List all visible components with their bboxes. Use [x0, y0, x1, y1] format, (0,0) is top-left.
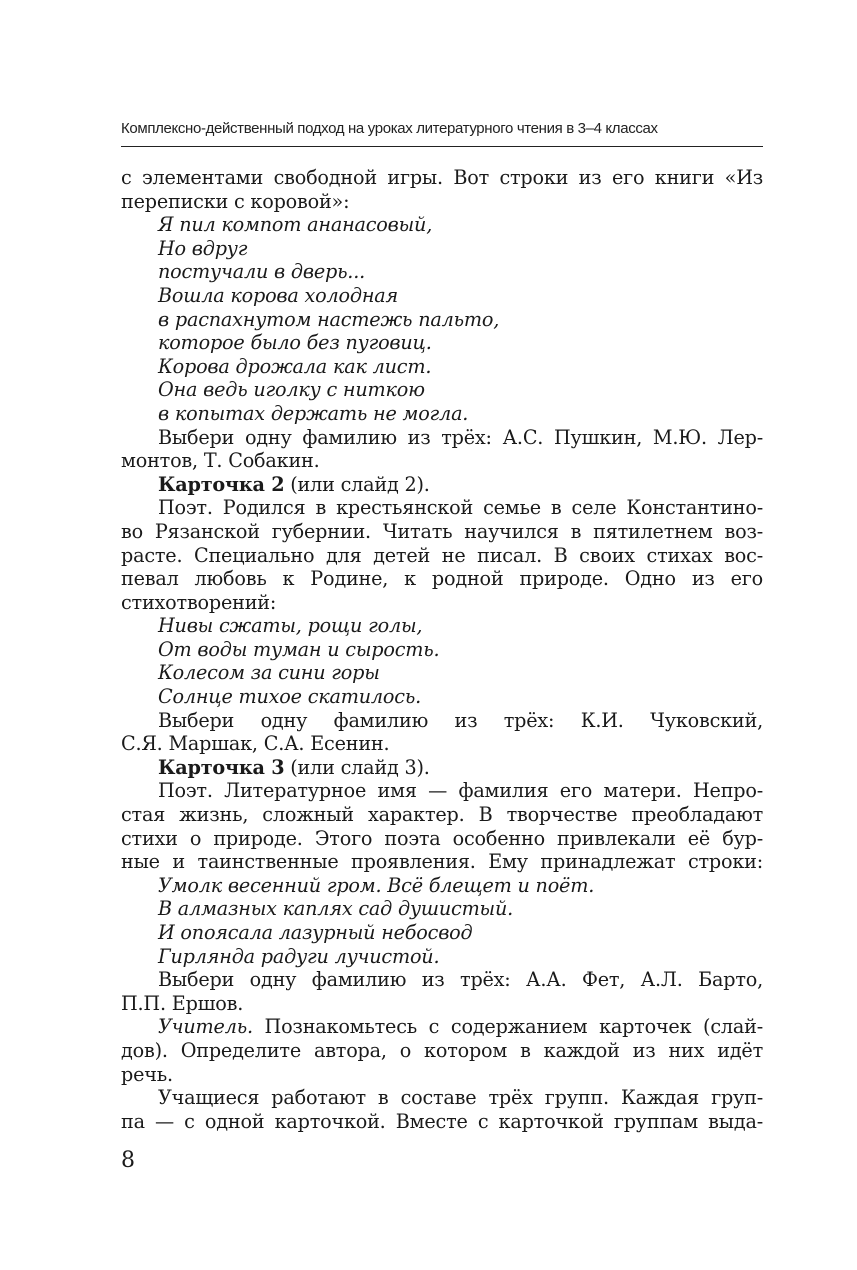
paragraph-line: Учащиеся работают в составе трёх групп. Каждая груп- [158, 1086, 763, 1110]
paragraph-line: стихотворений: [121, 590, 277, 614]
paragraph-line: Поэт. Литературное имя — фамилия его матери. Непро- [158, 779, 763, 803]
paragraph-line: стая жизнь, сложный характер. В творчестве преобладают [121, 803, 763, 827]
verse-line: в копытах держать не могла. [158, 401, 469, 425]
paragraph-line: Выбери одну фамилию из трёх: К.И. Чуковский, [158, 708, 763, 732]
card-heading [121, 473, 763, 497]
paragraph-line: па — с одной карточкой. Вместе с карточкой группам выда- [121, 1109, 763, 1133]
paragraph-line: монтов, Т. Собакин. [121, 449, 320, 473]
verse-line: Я пил компот ананасовый, [158, 213, 433, 237]
verse-line: В алмазных каплях сад душистый. [158, 897, 514, 921]
verse-line: И опоясала лазурный небосвод [158, 921, 473, 944]
main-text [121, 166, 763, 1133]
paragraph-line: переписки с коровой»: [121, 189, 350, 213]
verse-line: Вошла корова холодная [158, 283, 399, 307]
verse-line: От воды туман и сырость. [158, 637, 440, 661]
paragraph-line: ные и таинственные проявления. Ему принадлежат строки: [121, 850, 763, 874]
verse-line: Но вдруг [158, 236, 248, 260]
paragraph-line: дов). Определите автора, о котором в каждой из них идёт [121, 1038, 763, 1062]
running-title: Комплексно-действенный подход на уроках литературного чтения в 3–4 классах [121, 120, 658, 137]
paragraph-line: во Рязанской губернии. Читать научился в пятилетнем воз- [121, 519, 763, 543]
paragraph-line: Выбери одну фамилию из трёх: А.А. Фет, А.Л. Барто, [158, 968, 763, 992]
speaker-label: Учитель. [158, 1015, 253, 1039]
card-note: (или слайд 3). [284, 755, 430, 779]
verse-line: в распахнутом настежь пальто, [158, 307, 500, 331]
paragraph-line: стихи о природе. Этого поэта особенно привлекали её бур- [121, 826, 763, 850]
paragraph-line: С.Я. Маршак, С.А. Есенин. [121, 732, 390, 756]
verse-line: Она ведь иголку с ниткою [158, 378, 425, 402]
verse-line: Нивы сжаты, рощи голы, [158, 614, 423, 638]
verse-line: Солнце тихое скатилось. [158, 685, 421, 709]
paragraph-line: речь. [121, 1062, 173, 1086]
verse-line: Колесом за сини горы [158, 661, 380, 685]
verse-line: Умолк весенний гром. Всё блещет и поёт. [158, 873, 595, 897]
header-rule [121, 146, 763, 147]
verse-line: Гирлянда радуги лучистой. [158, 944, 440, 968]
paragraph-line: Выбери одну фамилию из трёх: А.С. Пушкин, М.Ю. Лер- [158, 425, 763, 449]
paragraph-line: расте. Специально для детей не писал. В своих стихах вос- [121, 543, 763, 567]
page-number: 8 [121, 1148, 135, 1173]
teacher-line [121, 1015, 763, 1039]
card-title: Карточка 3 [158, 755, 285, 779]
teacher-text: Познакомьтесь с содержанием карточек (слай- [252, 1015, 763, 1039]
paragraph-line: П.П. Ершов. [121, 991, 244, 1015]
card-heading [121, 756, 763, 780]
paragraph-line: Поэт. Родился в крестьянской семье в селе Константино- [158, 496, 763, 520]
card-note: (или слайд 2). [284, 472, 430, 496]
card-title: Карточка 2 [158, 472, 285, 496]
verse-line: которое было без пуговиц. [158, 331, 432, 355]
verse-line: постучали в дверь... [158, 260, 366, 284]
paragraph-line: певал любовь к Родине, к родной природе. Одно из его [121, 567, 763, 591]
paragraph-line: с элементами свободной игры. Вот строки из его книги «Из [121, 166, 763, 189]
verse-line: Корова дрожала как лист. [158, 354, 432, 378]
